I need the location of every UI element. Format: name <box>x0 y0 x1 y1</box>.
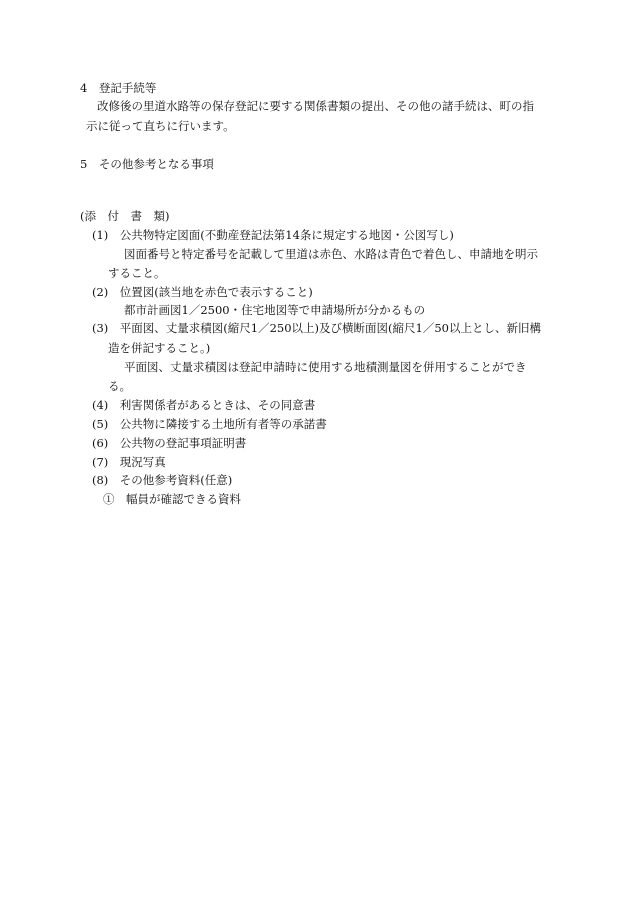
section-4-heading: 4 登記手続等 <box>80 81 157 95</box>
attachment-item-1: (1) 公共物特定図面(不動産登記法第14条に規定する地図・公図写し) <box>92 228 454 242</box>
attachment-item-1-note-1: 図面番号と特定番号を記載して里道は赤色、水路は青色で着色し、申請地を明示 <box>124 247 538 261</box>
attachment-item-3: (3) 平面図、丈量求積図(縮尺1／250以上)及び横断面図(縮尺1／50以上とし、新旧構 <box>92 321 541 335</box>
attachment-item-3-note-3: る。 <box>108 379 131 393</box>
attachment-item-7: (7) 現況写真 <box>92 455 166 469</box>
section-4-body-line-2: 示に従って直ちに行います。 <box>86 119 235 133</box>
attachment-item-1-note-2: すること。 <box>108 266 166 280</box>
attachment-item-4: (4) 利害関係者があるときは、その同意書 <box>92 398 316 412</box>
attachments-heading: (添 付 書 類) <box>80 209 170 223</box>
attachment-item-6: (6) 公共物の登記事項証明書 <box>92 436 247 450</box>
attachment-item-3-note-1: 造を併記すること。) <box>108 341 211 355</box>
attachment-item-2-note-1: 都市計画図1／2500・住宅地図等で申請場所が分かるもの <box>124 303 426 317</box>
attachment-item-3-note-2: 平面図、丈量求積図は登記申請時に使用する地積測量図を併用することができ <box>124 360 527 374</box>
attachment-item-8-sub-1: ① 幅員が確認できる資料 <box>103 492 241 506</box>
attachment-item-8: (8) その他参考資料(任意) <box>92 473 233 487</box>
attachment-item-5: (5) 公共物に隣接する土地所有者等の承諾書 <box>92 417 327 431</box>
attachment-item-2: (2) 位置図(該当地を赤色で表示すること) <box>92 285 313 299</box>
section-5-heading: 5 その他参考となる事項 <box>80 157 214 171</box>
section-4-body-line-1: 改修後の里道水路等の保存登記に要する関係書類の提出、その他の諸手続は、町の指 <box>97 99 534 113</box>
